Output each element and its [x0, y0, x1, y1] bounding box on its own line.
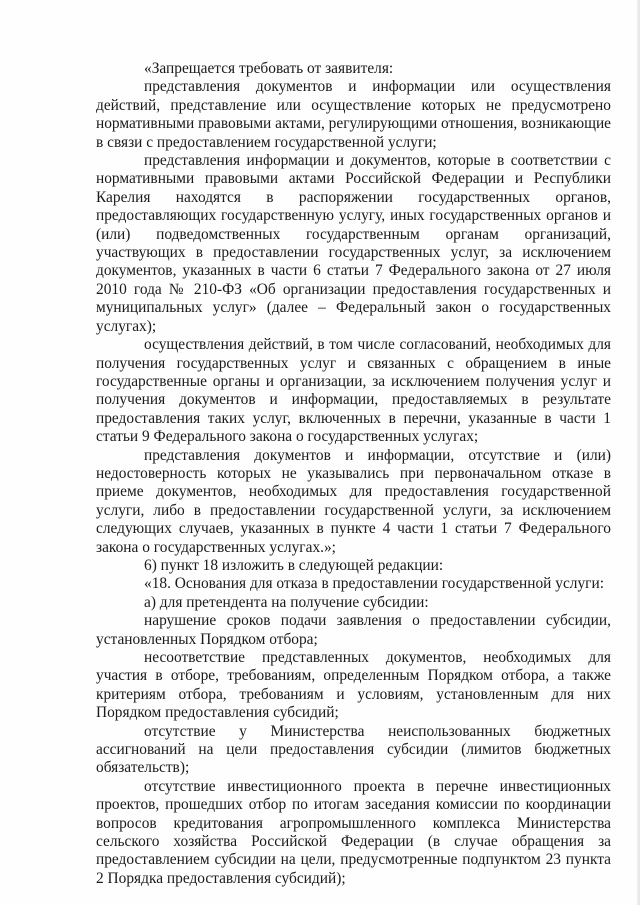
paragraph-prohibition-intro: «Запрещается требовать от заявителя: [144, 60, 394, 77]
document-body [96, 48, 611, 888]
paragraph-documents-not-required: представления документов и информации или осуществления действий, представление или осуществление которых не предусмотрено нормативными правовыми актами, регулирующими отношения, возникающие в связи с предоставлением государственной услуги; [96, 78, 612, 151]
paragraph-item-18-heading: «18. Основания для отказа в предоставлении государственной услуги: [144, 575, 604, 593]
paragraph-missing-documents: представления документов и информации, отсутствие и (или) недостоверность которых не указывались при первоначальном отказе в приеме документов, необходимых для предоставления государственной услуги, либо в предоставлении государственной услуги, за исключением следующих случаев, указанных в пункте 4 части 1 статьи 7 Федерального закона о государственных услугах.»; [96, 446, 611, 556]
paragraph-no-budget: отсутствие у Министерства неиспользованных бюджетных ассигнований на цели предоставления субсидии (лимитов бюджетных обязательств); [96, 722, 611, 777]
paragraph-item-6: 6) пункт 18 изложить в следующей редакции: [144, 556, 444, 574]
paragraph-nonconformity: несоответствие представленных документов, необходимых для участия в отборе, требованиям, определенным Порядком отбора, а также критериям отбора, требованиям и условиям, установленным для них Порядком предоставления субсидий; [96, 649, 611, 722]
paragraph-info-in-gov-bodies: представления информации и документов, которые в соответствии с нормативными правовыми актами Российской Федерации и Республики Карелия находятся в распоряжении государственных органов, предоставляющих государственную услугу, иных государственных органов и (или) подведомственных государственным органам организаций, участвующих в предоставлении государственных услуг, за исключением документов, указанных в части 6 статьи 7 Федерального закона от 27 июля 2010 года № 210-ФЗ «Об организации предоставления государственных и муниципальных услуг» (далее – Федеральный закон о государственных услугах); [96, 152, 611, 335]
paragraph-deadline-violation: нарушение сроков подачи заявления о предоставлении субсидии, установленных Порядком отбора; [96, 612, 611, 648]
paragraph-no-investment-project: отсутствие инвестиционного проекта в перечне инвестиционных проектов, прошедших отбор по итогам заседания комиссии по координации вопросов кредитования агропромышленного комплекса Министерства сельского хозяйства Российской Федерации (в случае обращения за предоставлением субсидии на цели, предусмотренные подпунктом 23 пункта 2 Порядка предоставления субсидий); [96, 777, 611, 887]
paragraph-subitem-a: а) для претендента на получение субсидии: [144, 593, 429, 611]
paragraph-approvals: осуществления действий, в том числе согласований, необходимых для получения государственных услуг и связанных с обращением в иные государственные органы и организации, за исключением получения услуг и получения документов и информации, предоставляемых в результате предоставления таких услуг, включенных в перечни, указанные в части 1 статьи 9 Федерального закона о государственных услугах; [96, 336, 611, 446]
